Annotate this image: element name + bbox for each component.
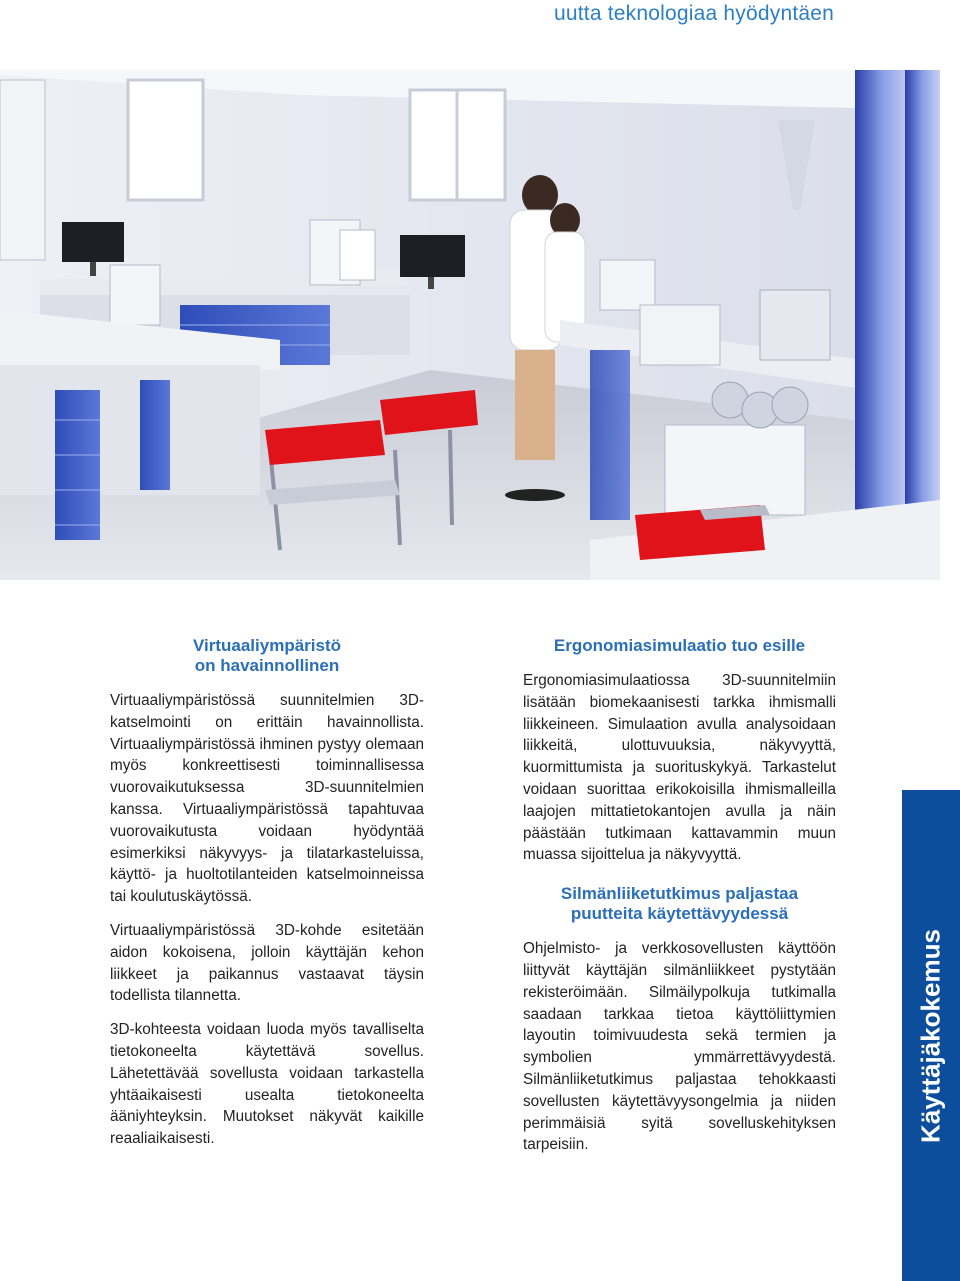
right-heading-2-line2: puutteita käytettävyydessä (570, 904, 789, 924)
right-heading-2 (523, 884, 836, 924)
left-paragraph-1: Virtuaaliympäristössä suunnitelmien 3D-katselmointi on erittäin havainnollista. Virtuaaliympäristössä ihminen pystyy olemaan myös konkreettisesti toiminnallisessa vuorovaikutuksessa 3D-suunnitelmien kanssa. Virtuaaliympäristössä tapahtuvaa vuorovaikutusta voidaan hyödyntää esimerkiksi näkyvyys- ja tilatarkasteluissa, käyttö- ja huoltotilanteiden katselmoinneissa tai koulutuskäytössä. (110, 692, 424, 906)
right-heading-1: Ergonomiasimulaatio tuo esille (553, 636, 806, 655)
right-heading-2-line1: Silmänliiketutkimus paljastaa (560, 884, 799, 904)
right-paragraph-2: Ohjelmisto- ja verkkosovellusten käyttöön liittyvät käyttäjän silmänliikkeet pystytään rekisteröimään. Silmäilypolkuja tutkimalla saadaan tarkkaa tietoa käyttöliittymien layoutin toimivuudesta sekä termien ja symbolien ymmärrettävyydestä. Silmänliiketutkimus paljastaa tehokkaasti sovellusten käytettävyysongelmia ja niiden perimmäisiä syitä sovelluskehityksen tarpeisiin. (523, 940, 836, 1154)
left-heading-line2: on havainnollinen (194, 656, 340, 675)
page-header-title: uutta teknologiaa hyödyntäen (554, 2, 834, 25)
left-heading-line1: Virtuaaliympäristö (192, 636, 342, 655)
laboratory-illustration (0, 70, 940, 580)
side-tab (902, 790, 960, 1281)
left-text-column (110, 636, 424, 1162)
left-paragraph-2: Virtuaaliympäristössä 3D-kohde esitetään aidon kokoisena, jolloin käyttäjän kehon liikkeet ja paikannus vastaavat täysin todellista tilannetta. (110, 921, 424, 1005)
right-paragraph-1: Ergonomiasimulaatiossa 3D-suunnitelmiin lisätään biomekaanisesti tarkka ihmismalli liikkeineen. Simulaation avulla analysoidaan liikkeitä, ulottuvuuksia, näkyvyyttä, kuormittumista ja suorituskykyä. Tarkastelut voidaan suorittaa erikokoisilla ihmismalleilla laajojen mittatietokantojen avulla ja näin päästään tutkimaan kattavammin muun muassa sijoittelua ja näkyvyyttä. (523, 672, 836, 864)
right-text-column (523, 636, 836, 1168)
side-tab-label: Käyttäjäkokemus (915, 928, 946, 1143)
left-paragraph-3: 3D-kohteesta voidaan luoda myös tavalliselta tietokoneelta käytettävä sovellus. Lähetettävää sovellusta voidaan tarkastella yhtäaikaisesti usealta tietokoneelta ääniyhteyksin. Muutokset näkyvät kaikille reaaliaikaisesti. (110, 1021, 424, 1148)
left-heading (110, 636, 424, 676)
